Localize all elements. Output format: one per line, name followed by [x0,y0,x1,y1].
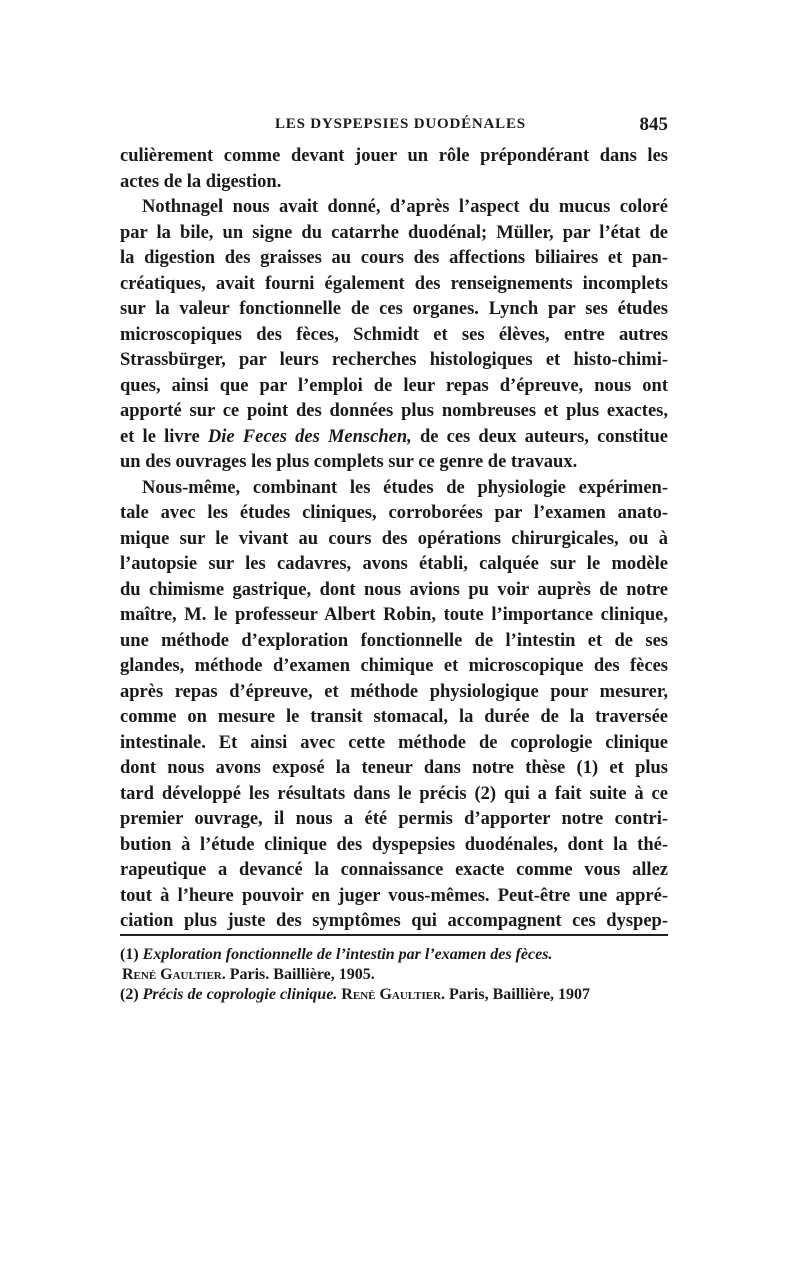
text-line: l’autopsie sur les cadavres, avons établi, calquée sur le modèle [120,554,668,574]
running-title: LES DYSPEPSIES DUODÉNALES [275,116,526,132]
text-line: premier ouvrage, il nous a été permis d’apporter notre contri- [120,809,668,829]
footnote-1 [120,945,668,965]
body-text [120,144,668,935]
footnote-2-author: René Gaultier. [341,986,446,1003]
text-line: tout à l’heure pouvoir en juger vous-mêmes. Peut-être une appré- [120,885,668,906]
text-line: dont nous avons exposé la teneur dans notre thèse (1) et plus [120,758,668,778]
footnote-2-publisher: Paris, Baillière, 1907 [449,986,591,1003]
text-line: ques, ainsi que par l’emploi de leur repas d’épreuve, nous ont [120,375,668,396]
footnotes [120,945,668,1005]
text-line: culièrement comme devant jouer un rôle prépondérant dans les [120,146,668,166]
text-line: Nothnagel nous avait donné, d’après l’aspect du mucus coloré [142,197,668,217]
text-line: mique sur le vivant au cours des opérations chirurgicales, ou à [120,528,668,549]
text-line: une méthode d’exploration fonctionnelle de l’intestin et de ses [120,630,668,651]
text-line: apporté sur ce point des données plus nombreuses et plus exactes, [120,401,668,421]
text-line: ciation plus juste des symptômes qui accompagnent ces dyspep- [120,911,668,931]
footnote-2-number: (2) [120,986,139,1003]
text-line: actes de la digestion. [120,171,282,192]
text-line: glandes, méthode d’examen chimique et microscopique des fèces [120,656,668,676]
text-line: rapeutique a devancé la connaissance exacte comme vous allez [120,860,668,880]
footnote-1-author: René Gaultier. [122,966,226,983]
text-line: sur la valeur fonctionnelle de ces organes. Lynch par ses études [120,299,668,319]
footnote-1-title: Exploration fonctionnelle de l’intestin par l’examen des fèces. [142,946,553,963]
text-line: après repas d’épreuve, et méthode physiologique pour mesurer, [120,681,668,702]
text-line: la digestion des graisses au cours des affections biliaires et pan- [120,248,668,268]
footnote-rule [120,934,668,936]
text-run: de ces deux auteurs, constitue [411,426,668,447]
page-header [120,116,668,138]
text-line: par la bile, un signe du catarrhe duodénal; Müller, par l’état de [120,222,668,243]
footnote-2 [120,985,668,1005]
text-line: Nous-même, combinant les études de physiologie expérimen- [142,477,668,498]
text-line: comme on mesure le transit stomacal, la durée de la traversée [120,707,668,727]
book-title: Die Feces des Menschen, [207,426,412,447]
text-line [120,425,668,451]
text-line: Strassbürger, par leurs recherches histologiques et histo-chimi- [120,350,668,370]
text-line: microscopiques des fèces, Schmidt et ses élèves, entre autres [120,324,668,345]
text-line: du chimisme gastrique, dont nous avions pu voir auprès de notre [120,579,668,600]
text-line: tale avec les études cliniques, corroborées par l’examen anato- [120,503,668,523]
footnote-1-publisher: Paris. Baillière, 1905. [229,966,375,983]
footnote-1-continued [120,965,668,985]
page-number: 845 [639,114,668,135]
footnote-2-title: Précis de coprologie clinique. [142,986,338,1003]
text-line: intestinale. Et ainsi avec cette méthode de coprologie clinique [120,732,668,753]
text-line: un des ouvrages les plus complets sur ce genre de travaux. [120,452,578,472]
text-run: et le livre [120,426,208,447]
text-line: tard développé les résultats dans le précis (2) qui a fait suite à ce [120,783,668,804]
text-line: bution à l’étude clinique des dyspepsies duodénales, dont la thé- [120,834,668,855]
text-line: créatiques, avait fourni également des renseignements incomplets [120,273,668,294]
text-line: maître, M. le professeur Albert Robin, toute l’importance clinique, [120,605,668,625]
footnote-1-number: (1) [120,946,139,963]
